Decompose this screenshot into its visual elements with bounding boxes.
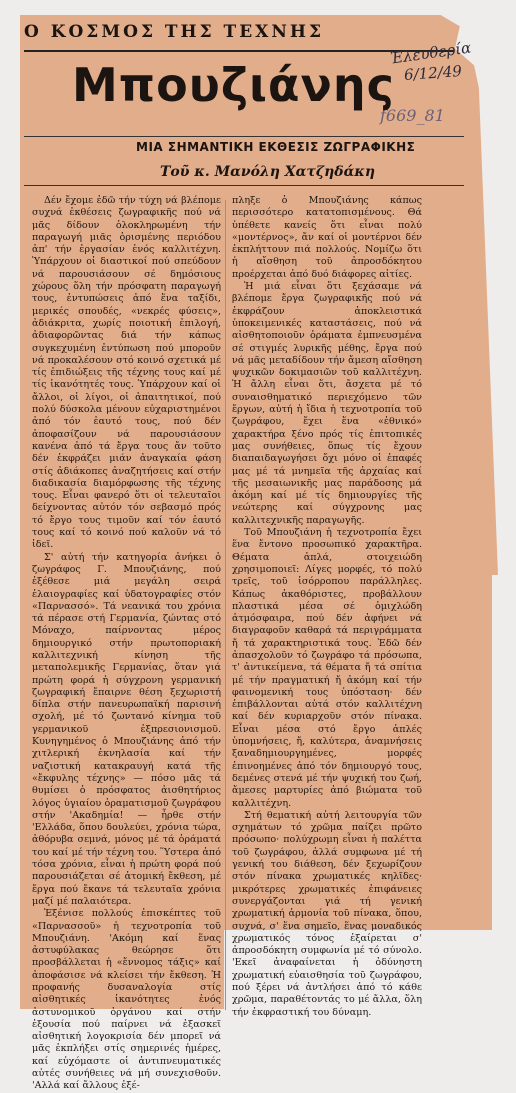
handwritten-date: 6/12/49 (403, 62, 463, 84)
title-divider (24, 136, 464, 137)
paragraph: Ἐξένισε πολλούς ἐπισκέπτες τοῦ «Παρνασσοῦ» ἡ τεχνοτροπία τοῦ Μπουζιάνη. 'Ακόμη καί ἕνας ἀστυφύλακας θεώρησε ὅτι προσβάλλεται ἡ «ἔννομος τάξις» καί ἀποφάσισε νά κλείσει τήν ἔκθεση. Ἡ προφανής δυσαναλογία στίς αἰσθητικές ἱκανότητες ἑνός ἀστυνομικοῦ ὀργάνου καί στήν ἐξουσία πού παίρνει νά ἐξασκεῖ αἰσθητική λογοκρισία δέν μπορεῖ νά μᾶς ἐκπλήξει στίς σημερινές ἡμέρες, καί εὐχόμαστε οἱ ἀντιπνευματικές αὐτές συνήθειες νά μή συνεχισθοῦν. 'Αλλά καί ἄλλους ἐξέ- (32, 908, 221, 1092)
article-column-1 (32, 195, 221, 1092)
handwritten-archive-code: f669_81 (380, 106, 445, 125)
paragraph: Ἡ μιά εἶναι ὅτι ξεχάσαμε νά βλέπομε ἔργα ζωγραφικῆς πού νά ἐκφράζουν ἀποκλειστικά ὑποκειμενικές καταστάσεις, πού νά αἰσθητοποιοῦν ὁράματα ἐμπνευσμένα σέ στιγμές λυρικῆς μέθης, ἔργα πού νά μᾶς μεταδίδουν τήν ἄμεση αἴσθηση ψυχικῶν δοκιμασιῶν τοῦ καλλιτέχνη. Ἡ ἄλλη εἶναι ὅτι, ἄσχετα μέ τό συναισθηματικό περιεχόμενο τῶν ἔργων, αὐτή ἡ ἴδια ἡ τεχνοτροπία τοῦ ζωγράφου, ἔχει ἕνα «ἐθνικό» χαρακτήρα ξένο πρός τίς ἐπιτοπικές μας συνήθειες, ὅπως τίς ἔχουν διαπαιδαγωγήσει ὄχι μόνο οἱ ἐπαφές μας μέ τά μνημεῖα τῆς ἀρχαίας καί τῆς μεσαιωνικῆς μας παράδοσης μά ἀκόμη καί μέ τίς δημιουργίες τῆς νεώτερης καί σύγχρονης μας καλλιτεχνικῆς παραγωγῆς. (232, 281, 422, 526)
paragraph: Δέν ἔχομε ἐδῶ τήν τύχη νά βλέπομε συχνά ἐκθέσεις ζωγραφικῆς πού νά μᾶς δίδουν ὁλοκληρωμένη τήν παραγωγή μιᾶς ὁρισμένης περιόδου ἀπ' τήν ἐργασίαν ἑνός καλλιτέχνη. Ὑπάρχουν οἱ διαστικοί πού σπεύδουν νά παρουσιάσουν σέ δημόσιους χώρους ὅλη τήν πρόσφατη παραγωγή τους, ἐντυπώσεις ἀπό ἕνα ταξίδι, μερικές σπουδές, «νεκρές φύσεις», ἀδιάκριτα, χωρίς ποιοτική ἐπιλογή, ἀδιαφορῶντας διά τήν κάπως συγκεχυμένη ἐντύπωση πού μποροῦν νά προκαλέσουν στό κοινό σχετικά μέ τίς ἐπιδιώξεις τῆς τέχνης τους καί μέ τίς ἱκανότητές τους. Ὑπάρχουν καί οἱ ἄλλοι, οἱ λίγοι, οἱ ἀπαιτητικοί, πού πολύ δύσκολα μένουν εὐχαριστημένοι ἀπό τόν ἑαυτό τους, πού δέν ἀποφασίζουν νά παρουσιάσουν κανένα ἀπό τά ἔργα τους ἄν τοῦτο δέν ἐκφράζει μιάν ἀναγκαία φάση στίς ἀδιάκοπες ἀναζητήσεις καί στήν διαδικασία διαμόρφωσης τῆς τέχνης τους. Εἶναι φανερό ὅτι οἱ τελευταῖοι δείχνοντας αὐτόν τόν σεβασμό πρός τό ἔργο τους τιμοῦν καί τόν ἑαυτό τους καί τό κοινό πού καλοῦν νά τό ἰδεῖ. (32, 195, 221, 551)
byline-divider (24, 185, 464, 186)
article-subtitle: ΜΙΑ ΣΗΜΑΝΤΙΚΗ ΕΚΘΕΣΙΣ ΖΩΓΡΑΦΙΚΗΣ (136, 140, 416, 154)
paragraph: Στή θεματική αὐτή λειτουργία τῶν σχημάτων τό χρῶμα παίζει πρῶτο πρόσωπο· πολύχρωμη εἶναι ἡ παλέττα τοῦ ζωγράφου, ἀλλά συμφωνα μέ τή γενική του διάθεση, δέν ξεχωρίζουν στόν πίνακα χρωματικές κηλῖδες· μικρότερες χρωματικές ἐπιφάνειες συνεργάζονται γιά τή γενική χρωματική ἁρμονία τοῦ πίνακα, ὅπου, συχνά, σ' ἕνα σημεῖο, ἕνας μοναδικός χρωματικός τόνος ἐξαίρεται σ' ἀπροσδόκητη συμφωνία μέ τό σύνολο. 'Εκεῖ ἀναφαίνεται ἡ ὀδύνηστη χρωματική εὐαισθησία τοῦ ζωγράφου, πού ξέρει νά ἀντλήσει ἀπό τό κάθε χρῶμα, παραθέτοντάς το μέ ἄλλα, ὅλη τήν ἐκφραστική του δύναμη. (232, 809, 422, 1018)
article-title: Μπουζιάνης (72, 58, 395, 112)
paragraph: Τοῦ Μπουζιάνη ἡ τεχνοτροπία ἔχει ἕνα ἔντονο προσωπικό χαρακτῆρα. Θέματα ἁπλά, στοιχειώδη χρησιμοποιεῖ: Λίγες μορφές, τό πολύ τρεῖς, τοῦ ἰσόρροπου παράλληλες. Κάπως ἀκαθόριστες, προβάλλουν πλαστικά μέσα σέ ὁμιχλώδη ἀτμόσφαιρα, πού δέν ἀφήνει νά διαγραφοῦν καθαρά τά περιγράμματα ἤ τά χαρακτηριστικά τους. Ἐδῶ δέν ἀπασχολοῦν τό ζωγράφο τά πρόσωπα, τ' ἀντικείμενα, τά θέματα ἤ τά σπίτια μέ τήν πραγματική ἤ ἀκόμη καί τήν φαινομενική τους ὑπόσταση· δέν ἐπιβάλλονται αὐτά στόν καλλιτέχνη καί δέν κυριαρχοῦν στόν πίνακα. Εἶναι μέσα στό ἔργο ἁπλές ὑπομνήσεις, ἤ, καλύτερα, ἀναμνήσεις ξαναδημιουργημένες, μορφές ἐπινοημένες ἀπό τόν δημιουργό τους, δεμένες στενά μέ τήν ψυχική του ζωή, ἄμεσες μαρτυρίες ἀπό βιώματα τοῦ καλλιτέχνη. (232, 527, 422, 809)
paragraph: πληξε ὁ Μπουζιάνης κάπως περισσότερο κατατοπισμένους. Θά ὑπέθετε κανείς ὅτι εἶναι πολύ «μοντέρνος», ἄν καί οἱ μοντέρνοι δέν ἐκπλήττουν πιά πολλούς. Νομίζω ὅτι ἡ αἴσθηση τοῦ ἀπροσδόκητου προέρχεται ἀπό δυό διάφορες αἰτίες. (232, 195, 422, 280)
section-heading: Ο ΚΟΣΜΟΣ ΤΗΣ ΤΕΧΝΗΣ (24, 22, 324, 42)
column-gutter-fold (225, 200, 226, 1010)
handwritten-source: Ἐλευθερία (389, 38, 473, 68)
article-byline: Τοῦ κ. Μανόλη Χατζηδάκη (160, 164, 376, 180)
paragraph: Σ' αὐτή τήν κατηγορία ἀνήκει ὁ ζωγράφος Γ. Μπουζιάνης, πού ἐξέθεσε μιά μεγάλη σειρά ἐλαιογραφίες καί ὑδατογραφίες στόν «Παρνασσό». Τά νεανικά του χρόνια τά πέρασε στή Γερμανία, ζώντας στό Μόναχο, παίρνοντας μέρος δημιουργικό στήν πρωτοποριακή καλλιτεχνική κίνηση τῆς μεταπολεμικῆς Γερμανίας, ὅταν γιά πρώτη φορά ἡ σύγχρονη γερμανική ζωγραφική ἔπαιρνε θέση ξεχωριστή δίπλα στήν πανευρωπαϊκή παρισινή σχολή, μέ τό ζωντανό κίνημα τοῦ γερμανικοῦ ἐξπρεσιονισμοῦ. Κυνηγημένος ὁ Μπουζιάνης ἀπό τήν χιτλερική ἐκνηλασία καί τήν ναζιστική κατακραυγή κατά τῆς «ἔκφυλης τέχνης» — πόσο μᾶς τά θυμίσει ὁ πρόσφατος ἀισθητήριος λόγος ὑγιαίου ὁραματισμοῦ ζωγράφου στήν 'Ακαδημία! — ἦρθε στήν 'Ελλάδα, ὅπου δουλεύει, χρόνια τώρα, ἀθόρυβα σεμνά, μόνος μέ τά ὁράματά του καί μέ τήν τέχνη του. Ὕστερα ἀπό τόσα χρόνια, εἶναι ἡ πρώτη φορά πού παρουσιάζεται σέ ἀτομική ἔκθεση, μέ ἔργα πού ἔκανε τά τελευταῖα χρόνια μαζί μέ παλαιότερα. (32, 551, 221, 907)
article-column-2 (232, 195, 422, 1018)
